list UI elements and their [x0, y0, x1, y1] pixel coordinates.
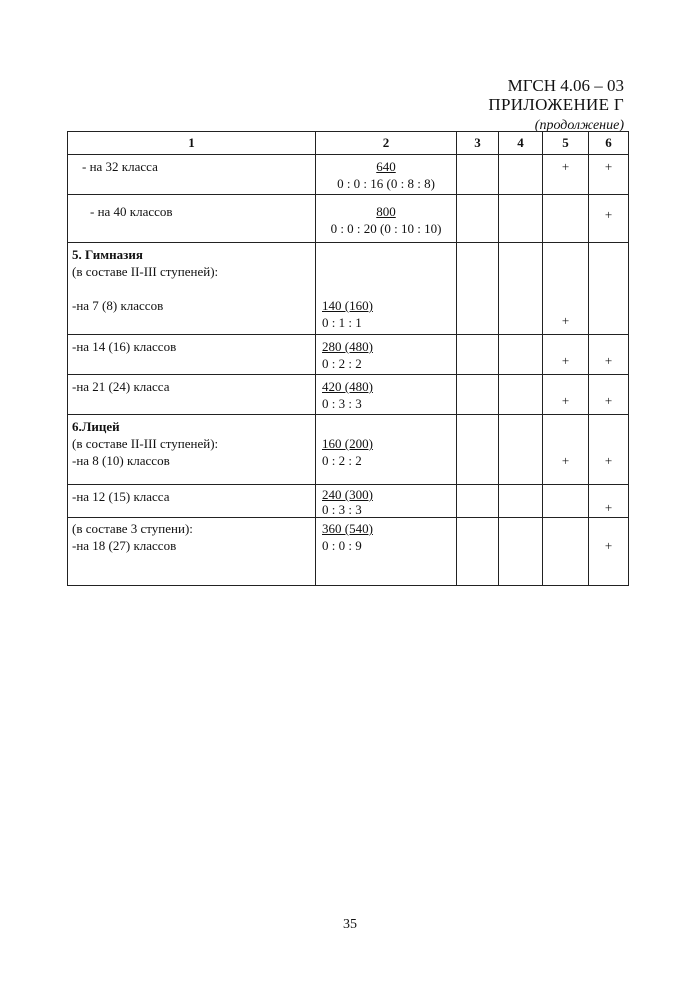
table-row	[68, 485, 629, 518]
section-title: 5. Гимназия	[72, 247, 143, 262]
table-row	[68, 518, 629, 586]
ratio-value: 0 : 3 : 3	[322, 502, 362, 517]
ratio-value: 0 : 3 : 3	[322, 396, 362, 411]
table-row	[68, 335, 629, 375]
row-label: -на 21 (24) класса	[72, 379, 170, 394]
row-label: -на 8 (10) классов	[72, 453, 170, 468]
column-header: 1	[68, 132, 316, 155]
ratio-value: 0 : 0 : 9	[322, 538, 362, 553]
ratio-value: 0 : 1 : 1	[322, 315, 362, 330]
plus-mark: +	[604, 538, 613, 553]
section-title: 6.Лицей	[72, 419, 120, 434]
column-header: 4	[499, 132, 543, 155]
page-number: 35	[343, 917, 357, 932]
row-label: -на 18 (27) классов	[72, 538, 177, 553]
plus-mark: +	[604, 353, 613, 368]
ratio-value: 0 : 0 : 16 (0 : 8 : 8)	[337, 176, 435, 191]
capacity-value: 280 (480)	[322, 339, 373, 354]
row-label: -на 14 (16) классов	[72, 339, 177, 354]
plus-mark: +	[561, 313, 570, 328]
row-label: - на 40 классов	[90, 204, 173, 219]
capacity-value: 140 (160)	[322, 298, 373, 313]
capacity-value: 240 (300)	[322, 487, 373, 502]
row-label: -на 12 (15) класса	[72, 489, 170, 504]
plus-mark: +	[604, 159, 613, 174]
column-header: 5	[543, 132, 589, 155]
plus-mark: +	[604, 393, 613, 408]
document-code: МГСН 4.06 – 03	[507, 76, 624, 95]
capacity-value: 800	[376, 204, 396, 219]
table-header-row	[68, 132, 629, 155]
document-header	[488, 76, 624, 133]
plus-mark: +	[604, 453, 613, 468]
column-header: 2	[316, 132, 457, 155]
section-subtitle: (в составе II-III ступеней):	[72, 436, 219, 451]
column-header: 6	[589, 132, 629, 155]
column-header: 3	[457, 132, 499, 155]
section-subtitle: (в составе 3 ступени):	[72, 521, 193, 536]
plus-mark: +	[604, 500, 613, 515]
table-row	[68, 415, 629, 485]
plus-mark: +	[561, 393, 570, 408]
capacity-value: 160 (200)	[322, 436, 373, 451]
plus-mark: +	[561, 453, 570, 468]
plus-mark: +	[561, 159, 570, 174]
table-row	[68, 155, 629, 195]
row-label: - на 32 класса	[82, 159, 158, 174]
plus-mark: +	[604, 207, 613, 222]
table-row	[68, 195, 629, 243]
continuation-note: (продолжение)	[534, 118, 624, 133]
appendix-title: ПРИЛОЖЕНИЕ Г	[488, 95, 624, 114]
ratio-value: 0 : 0 : 20 (0 : 10 : 10)	[330, 221, 442, 236]
appendix-table	[67, 131, 629, 586]
capacity-value: 420 (480)	[322, 379, 373, 394]
plus-mark: +	[561, 353, 570, 368]
row-label: -на 7 (8) классов	[72, 298, 164, 313]
section-subtitle: (в составе II-III ступеней):	[72, 264, 219, 279]
ratio-value: 0 : 2 : 2	[322, 453, 362, 468]
table-row	[68, 243, 629, 335]
ratio-value: 0 : 2 : 2	[322, 356, 362, 371]
capacity-value: 640	[376, 159, 396, 174]
capacity-value: 360 (540)	[322, 521, 373, 536]
table-row	[68, 375, 629, 415]
